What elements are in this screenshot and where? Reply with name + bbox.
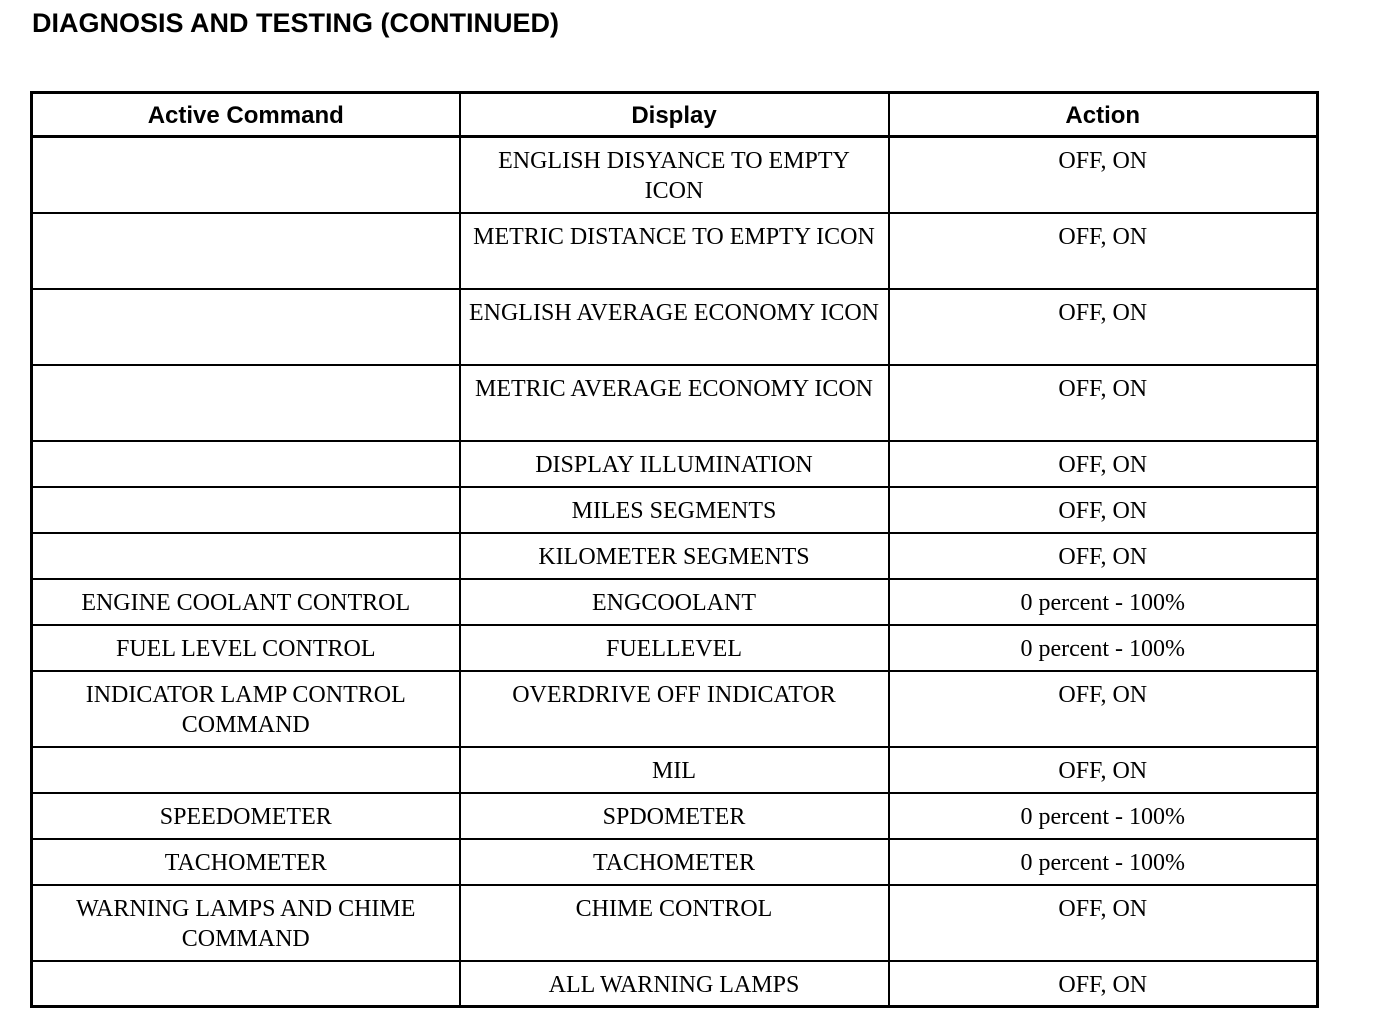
cell-display: SPDOMETER [460,793,889,839]
cell-active-command: TACHOMETER [32,839,460,885]
table-row [32,487,1318,533]
cell-action: OFF, ON [889,487,1318,533]
cell-action: OFF, ON [889,747,1318,793]
cell-active-command: FUEL LEVEL CONTROL [32,625,460,671]
table-row [32,213,1318,289]
table-row [32,533,1318,579]
table-row [32,793,1318,839]
cell-action: OFF, ON [889,671,1318,747]
table-row [32,137,1318,213]
table-row [32,961,1318,1007]
table-row [32,839,1318,885]
cell-display: MILES SEGMENTS [460,487,889,533]
table-row [32,885,1318,961]
cell-active-command [32,213,460,289]
cell-action: OFF, ON [889,885,1318,961]
cell-display: KILOMETER SEGMENTS [460,533,889,579]
cell-active-command [32,487,460,533]
cell-action: OFF, ON [889,213,1318,289]
cell-active-command: ENGINE COOLANT CONTROL [32,579,460,625]
cell-active-command [32,441,460,487]
table-row [32,441,1318,487]
header-active-command: Active Command [32,93,460,137]
cell-action: OFF, ON [889,289,1318,365]
cell-active-command: SPEEDOMETER [32,793,460,839]
cell-display: OVERDRIVE OFF INDICATOR [460,671,889,747]
table-row [32,365,1318,441]
header-action: Action [889,93,1318,137]
cell-action: OFF, ON [889,961,1318,1007]
cell-display: CHIME CONTROL [460,885,889,961]
cell-display: ENGLISH AVERAGE ECONOMY ICON [460,289,889,365]
diagnosis-table [30,91,1319,1008]
cell-display: MIL [460,747,889,793]
cell-action: OFF, ON [889,533,1318,579]
cell-action: 0 percent - 100% [889,839,1318,885]
cell-active-command [32,533,460,579]
cell-display: ENGLISH DISYANCE TO EMPTY ICON [460,137,889,213]
cell-active-command [32,365,460,441]
table-header-row [32,93,1318,137]
table-row [32,289,1318,365]
cell-display: TACHOMETER [460,839,889,885]
cell-display: METRIC DISTANCE TO EMPTY ICON [460,213,889,289]
table-row [32,625,1318,671]
table-row [32,747,1318,793]
cell-active-command [32,747,460,793]
cell-action: OFF, ON [889,365,1318,441]
cell-action: 0 percent - 100% [889,793,1318,839]
cell-display: DISPLAY ILLUMINATION [460,441,889,487]
cell-active-command: INDICATOR LAMP CONTROL COMMAND [32,671,460,747]
cell-active-command [32,137,460,213]
cell-display: FUELLEVEL [460,625,889,671]
cell-action: OFF, ON [889,441,1318,487]
cell-display: ALL WARNING LAMPS [460,961,889,1007]
cell-action: OFF, ON [889,137,1318,213]
cell-active-command [32,961,460,1007]
table-row [32,579,1318,625]
cell-action: 0 percent - 100% [889,625,1318,671]
table-row [32,671,1318,747]
cell-active-command [32,289,460,365]
page-title: DIAGNOSIS AND TESTING (CONTINUED) [32,8,560,38]
cell-action: 0 percent - 100% [889,579,1318,625]
cell-display: ENGCOOLANT [460,579,889,625]
cell-display: METRIC AVERAGE ECONOMY ICON [460,365,889,441]
header-display: Display [460,93,889,137]
cell-active-command: WARNING LAMPS AND CHIME COMMAND [32,885,460,961]
